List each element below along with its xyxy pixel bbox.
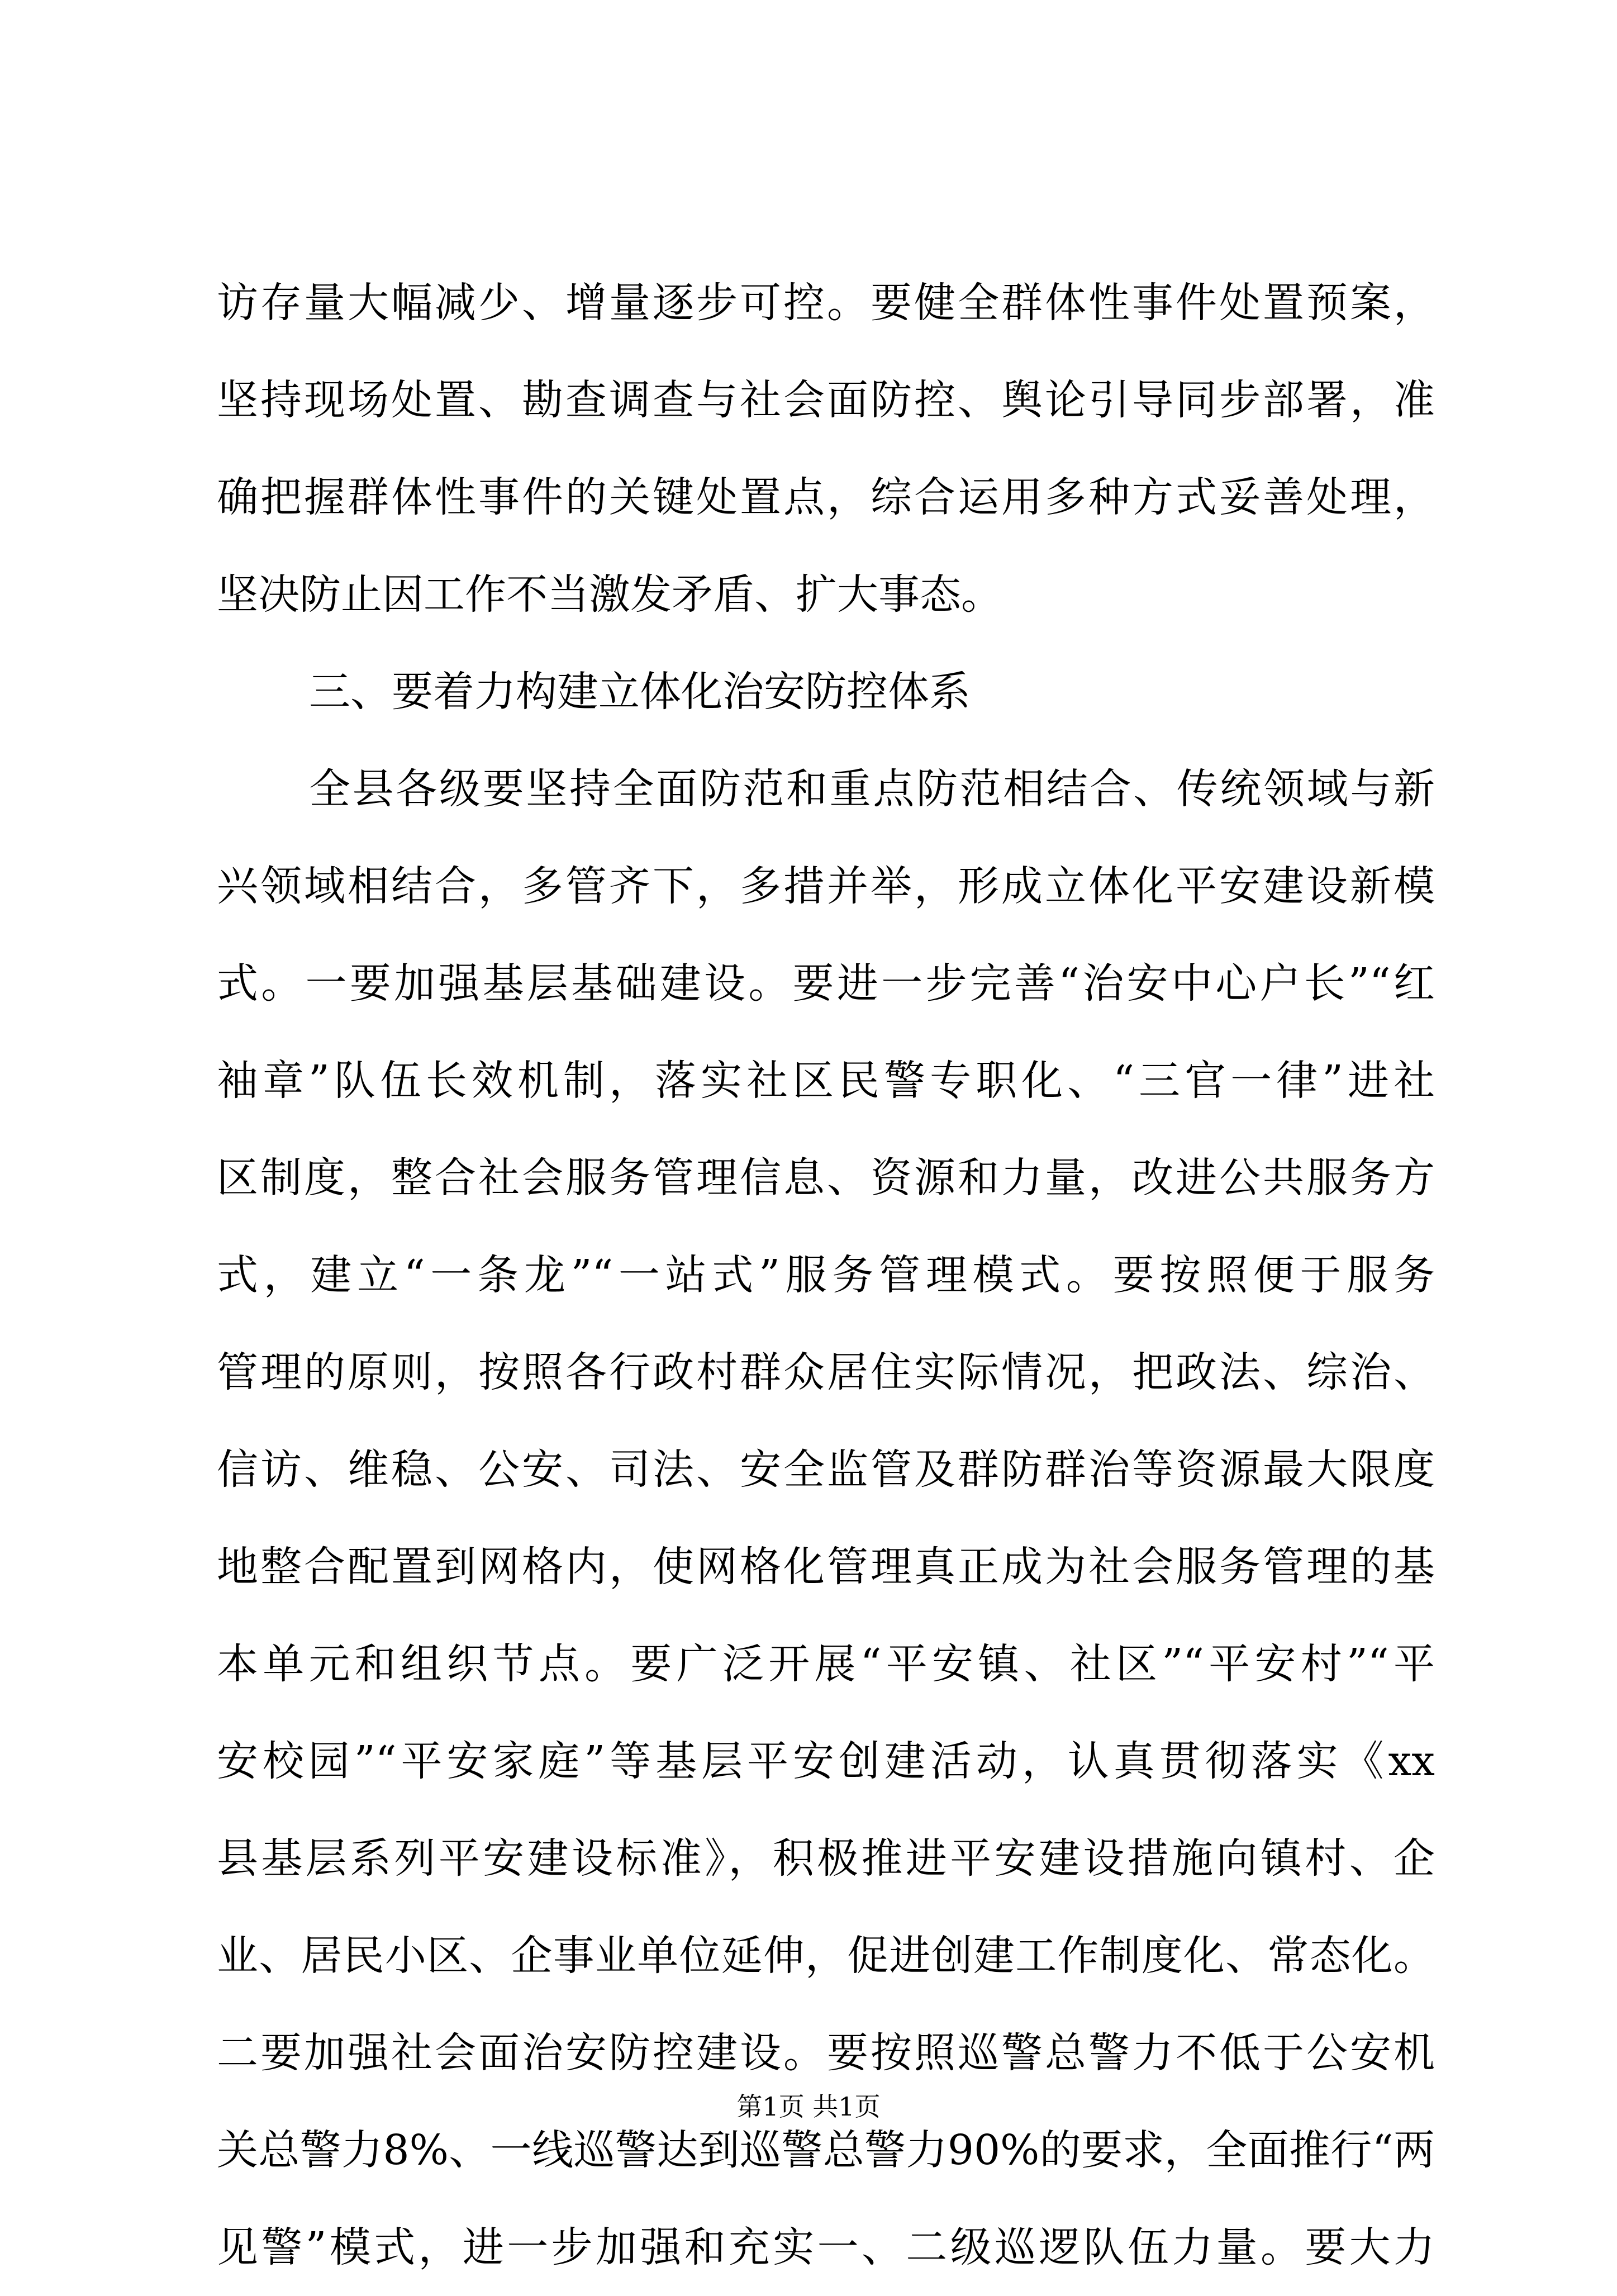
text-line: 县基层系列平安建设标准》，积极推进平安建设措施向镇村、企 — [217, 1834, 1435, 1883]
text-line: 管理的原则，按照各行政村群众居住实际情况，把政法、综治、 — [217, 1348, 1435, 1396]
text-line: 访存量大幅减少、增量逐步可控。要健全群体性事件处置预案， — [217, 279, 1435, 327]
text-line: 袖章”队伍长效机制，落实社区民警专职化、“三官一律”进社 — [217, 1057, 1435, 1105]
text-line: 见警”模式，进一步加强和充实一、二级巡逻队伍力量。要大力 — [217, 2223, 1435, 2271]
text-line: 式，建立“一条龙”“一站式”服务管理模式。要按照便于服务 — [217, 1251, 1435, 1299]
text-line: 信访、维稳、公安、司法、安全监管及群防群治等资源最大限度 — [217, 1446, 1435, 1494]
text-line: 地整合配置到网格内，使网格化管理真正成为社会服务管理的基 — [217, 1543, 1435, 1591]
text-line: 业、居民小区、企事业单位延伸，促进创建工作制度化、常态化。 — [217, 1932, 1435, 1980]
text-line: 坚决防止因工作不当激发矛盾、扩大事态。 — [217, 571, 1002, 619]
text-line: 确把握群体性事件的关键处置点，综合运用多种方式妥善处理， — [217, 473, 1435, 521]
text-line: 坚持现场处置、勘查调查与社会面防控、舆论引导同步部署，准 — [217, 376, 1435, 424]
text-line: 区制度，整合社会服务管理信息、资源和力量，改进公共服务方 — [217, 1154, 1435, 1202]
text-line: 全县各级要坚持全面防范和重点防范相结合、传统领域与新 — [309, 765, 1435, 813]
text-line: 式。一要加强基层基础建设。要进一步完善“治安中心户长”“红 — [217, 959, 1435, 1007]
text-line: 本单元和组织节点。要广泛开展“平安镇、社区”“平安村”“平 — [217, 1640, 1435, 1688]
text-line: 兴领域相结合，多管齐下，多措并举，形成立体化平安建设新模 — [217, 862, 1435, 910]
page-footer: 第1页 共1页 — [736, 2091, 881, 2122]
text-line: 二要加强社会面治安防控建设。要按照巡警总警力不低于公安机 — [217, 2029, 1435, 2077]
text-line: 安校园”“平安家庭”等基层平安创建活动，认真贯彻落实《xx — [217, 1737, 1435, 1785]
text-line: 关总警力8%、一线巡警达到巡警总警力90%的要求，全面推行“两 — [217, 2126, 1435, 2174]
section-heading: 三、要着力构建立体化治安防控体系 — [309, 668, 971, 716]
document-body — [217, 254, 1435, 2296]
